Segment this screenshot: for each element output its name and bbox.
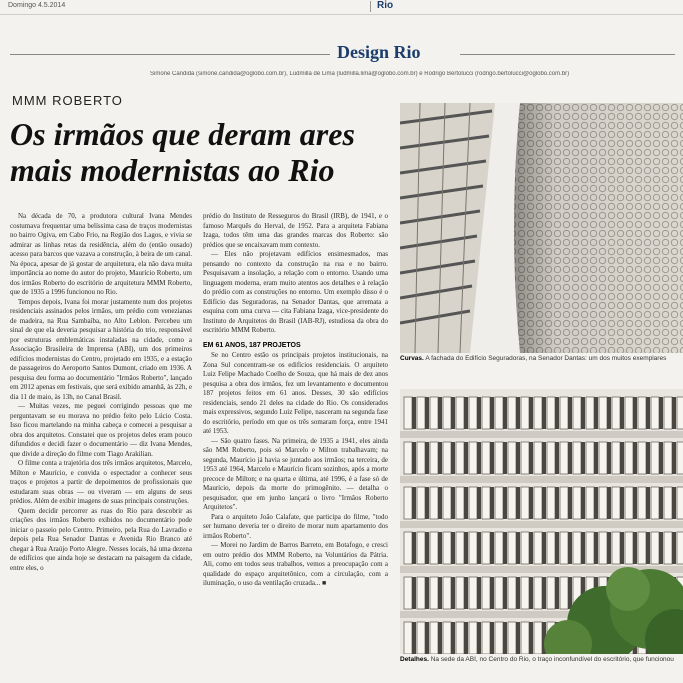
louver-shadow bbox=[672, 397, 676, 429]
louver-shadow bbox=[568, 442, 572, 474]
paragraph: Tempos depois, Ivana foi morar justamente num dos projetos residenciais assinados pelos irmãos, um prédio com venezianas de madeira, na Rua Sambaíba, no Alto Leblon. Percebeu um sinal de que ela deveria pesquisar a história do trio, responsável por estruturas emblemáticas instaladas na cidade, como a Associação Brasileira de Imprensa (ABI), um dos primeiros edifícios modernistas do Centro, projetado em 1935, e a estação de passageiros do Aeroporto Santos Dumont, criado em 1936. A pesquisa deu forma ao documentário "Irmãos Roberto", lançado em 2012 apenas em festivais, que será exibido amanhã, às 22h, e dia 11 de maio, às 13h, no Canal Brasil. bbox=[10, 297, 192, 401]
louver-fin bbox=[469, 577, 477, 609]
louver-shadow bbox=[425, 487, 429, 519]
louver-shadow bbox=[490, 487, 494, 519]
louver-shadow bbox=[672, 532, 676, 564]
louver-shadow bbox=[438, 622, 442, 654]
louver-fin bbox=[560, 397, 568, 429]
louver-fin bbox=[573, 532, 581, 564]
louver-fin bbox=[482, 397, 490, 429]
louver-fin bbox=[677, 532, 683, 564]
louver-shadow bbox=[464, 487, 468, 519]
louver-shadow bbox=[412, 622, 416, 654]
paragraph: Na década de 70, a produtora cultural Ivana Mendes costumava frequentar uma belíssima casa de traços modernistas no bairro Ogiva, em Cabo Frio, na Região dos Lagos, e vivia se admirar as linhas retas da residência, além do (então ousado) acesso para barcos que vazava a construção, à beira de um canal. Na época, apesar de já gostar de arquitetura, ela não dava muita importância ao nome do autor do projeto, Maurício Roberto, um dos irmãos Roberto do escritório de arquitetura MMM Roberto, que de 1935 a 1996 funcionou no Rio. bbox=[10, 212, 192, 296]
louver-fin bbox=[612, 442, 620, 474]
paragraph: — Muitas vezes, me peguei corrigindo pessoas que me perguntavam se eu morava no prédio feito pelo Lúcio Costa. Isso ficou martelando na minha cabeça e comecei a pesquisar a obra dos arquitetos. Constatei que os projetos deles eram pouco difundidos e decidi fazer o documentário — diz Ivana Mendes, que divide a direção do filme com Tiago Arakilian. bbox=[10, 402, 192, 458]
louver-fin bbox=[404, 397, 412, 429]
louver-fin bbox=[547, 442, 555, 474]
louver-fin bbox=[495, 442, 503, 474]
louver-shadow bbox=[568, 487, 572, 519]
louver-fin bbox=[443, 442, 451, 474]
louver-fin bbox=[547, 532, 555, 564]
louver-fin bbox=[651, 397, 659, 429]
title-rule-left bbox=[10, 54, 330, 55]
louver-shadow bbox=[412, 442, 416, 474]
louver-fin bbox=[404, 442, 412, 474]
louver-shadow bbox=[464, 397, 468, 429]
louver-shadow bbox=[633, 487, 637, 519]
louver-fin bbox=[469, 532, 477, 564]
louver-fin bbox=[677, 442, 683, 474]
louver-shadow bbox=[542, 577, 546, 609]
louver-shadow bbox=[425, 532, 429, 564]
louver-shadow bbox=[555, 487, 559, 519]
louver-fin bbox=[534, 397, 542, 429]
slab-band bbox=[400, 431, 683, 438]
louver-shadow bbox=[594, 487, 598, 519]
louver-fin bbox=[404, 622, 412, 654]
louver-fin bbox=[430, 532, 438, 564]
louver-shadow bbox=[620, 487, 624, 519]
louver-shadow bbox=[516, 577, 520, 609]
louver-shadow bbox=[568, 397, 572, 429]
louver-fin bbox=[508, 577, 516, 609]
louver-shadow bbox=[412, 532, 416, 564]
louver-shadow bbox=[529, 532, 533, 564]
louver-shadow bbox=[542, 532, 546, 564]
louver-shadow bbox=[568, 577, 572, 609]
caption-label: Curvas. bbox=[400, 355, 424, 362]
slab-band bbox=[400, 521, 683, 528]
paragraph: Quem decidir percorrer as ruas do Rio para descobrir as criações dos irmãos Roberto exibidos no documentário pode iniciar o passeio pelo Centro. Primeiro, pela Rua do Lavradio e depois pela Rua Senador Dantas e Avenida Rio Branco até chegar à Rua Araújo Porto Alegre. Nesses locais, há uma dezena de edifícios que ainda hoje se destacam na paisagem da cidade, entre eles, o bbox=[10, 506, 192, 572]
louver-shadow bbox=[581, 397, 585, 429]
louver-fin bbox=[443, 487, 451, 519]
photo-abi-facade bbox=[400, 389, 683, 654]
louver-fin bbox=[547, 577, 555, 609]
louver-shadow bbox=[672, 442, 676, 474]
louver-shadow bbox=[555, 442, 559, 474]
louver-fin bbox=[638, 487, 646, 519]
paragraph: O filme conta a trajetória dos três irmãos arquitetos, Marcelo, Milton e Maurício, e convida o espectador a conhecer seus traços e projetos a partir de depoimentos de profissionais que estudaram suas obras — ou viveram — em alguns de seus prédios. Além de exibir imagens de suas principais construções. bbox=[10, 459, 192, 505]
louver-shadow bbox=[438, 487, 442, 519]
louver-fin bbox=[625, 442, 633, 474]
louver-fin bbox=[599, 532, 607, 564]
louver-shadow bbox=[438, 577, 442, 609]
louver-shadow bbox=[425, 397, 429, 429]
louver-fin bbox=[508, 532, 516, 564]
louver-shadow bbox=[412, 577, 416, 609]
louver-fin bbox=[651, 487, 659, 519]
page-top-bar bbox=[0, 0, 683, 15]
louver-fin bbox=[664, 487, 672, 519]
paragraph: Para o arquiteto João Calafate, que participa do filme, "todo ser humano deveria ter o direito de morar num apartamento dos irmãos Roberto". bbox=[203, 512, 388, 540]
louver-fin bbox=[443, 577, 451, 609]
louver-shadow bbox=[464, 532, 468, 564]
body-column-2 bbox=[203, 212, 388, 589]
louver-fin bbox=[664, 397, 672, 429]
paragraph: — Eles não projetavam edifícios ensimesmados, mas pensando no contexto da construção na rua e no bairro. Pesquisavam a insolação, a relação com o entorno. Usando uma linguagem moderna, eram muito atentos aos detalhes e à relação do prédio com as construções no entorno. Um exemplo disso é o Edifício das Seguradoras, na Senador Dantas, que arremata a esquina com uma curva — cita Fabiana Izaga, vice-presidente do Instituto de Arquitetos do Brasil (IAB-RJ), estudiosa da obra do escritório MMM Roberto. bbox=[203, 250, 388, 334]
louver-fin bbox=[443, 397, 451, 429]
louver-fin bbox=[456, 622, 464, 654]
caption-label: Detalhes. bbox=[400, 656, 429, 663]
louver-shadow bbox=[451, 442, 455, 474]
facade-illustration bbox=[400, 103, 683, 353]
louver-fin bbox=[534, 442, 542, 474]
louver-shadow bbox=[607, 532, 611, 564]
louver-shadow bbox=[412, 487, 416, 519]
louver-shadow bbox=[516, 622, 520, 654]
louver-fin bbox=[456, 397, 464, 429]
louver-fin bbox=[560, 442, 568, 474]
louver-shadow bbox=[529, 487, 533, 519]
louver-shadow bbox=[451, 397, 455, 429]
louver-fin bbox=[534, 622, 542, 654]
louver-shadow bbox=[438, 442, 442, 474]
louver-fin bbox=[573, 487, 581, 519]
louver-fin bbox=[404, 577, 412, 609]
louver-shadow bbox=[646, 487, 650, 519]
louver-shadow bbox=[503, 397, 507, 429]
louver-shadow bbox=[477, 577, 481, 609]
author-credits: Simone Candida (simone.candida@oglobo.com.br), Ludmilla de Lima (ludmilla.lima@oglobo.com.br) e Rodrigo Bertolucci (rodrigo.bertolucci@oglobo.com.br) bbox=[150, 71, 570, 77]
louver-fin bbox=[612, 487, 620, 519]
louver-fin bbox=[625, 397, 633, 429]
photo-caption-2 bbox=[400, 656, 683, 663]
louver-fin bbox=[469, 442, 477, 474]
header-divider bbox=[370, 1, 371, 12]
louver-fin bbox=[612, 532, 620, 564]
louver-fin bbox=[573, 397, 581, 429]
louver-shadow bbox=[529, 577, 533, 609]
louver-shadow bbox=[516, 397, 520, 429]
louver-fin bbox=[417, 487, 425, 519]
louver-fin bbox=[586, 532, 594, 564]
louver-shadow bbox=[477, 532, 481, 564]
louver-fin bbox=[508, 442, 516, 474]
paragraph: — Morei no Jardim de Barros Barreto, em Botafogo, e cresci em outro prédio dos MMM Roberto, na Voluntários da Pátria. Ali, como em todos seus trabalhos, vemos a preocupação com a qualidade do espaço arquitetônico, com a circulação, com a iluminação, o uso da ventilação cruzada... ■ bbox=[203, 541, 388, 587]
louver-shadow bbox=[464, 577, 468, 609]
louver-fin bbox=[482, 442, 490, 474]
louver-fin bbox=[430, 622, 438, 654]
louver-shadow bbox=[503, 487, 507, 519]
louver-fin bbox=[677, 487, 683, 519]
louver-fin bbox=[443, 532, 451, 564]
louver-fin bbox=[456, 442, 464, 474]
louver-shadow bbox=[477, 397, 481, 429]
photo-caption-1 bbox=[400, 355, 683, 362]
louver-fin bbox=[521, 532, 529, 564]
louver-fin bbox=[417, 577, 425, 609]
louver-shadow bbox=[542, 397, 546, 429]
louver-fin bbox=[651, 442, 659, 474]
louver-shadow bbox=[490, 532, 494, 564]
louver-fin bbox=[417, 622, 425, 654]
louver-shadow bbox=[477, 622, 481, 654]
louver-shadow bbox=[516, 487, 520, 519]
louver-shadow bbox=[607, 487, 611, 519]
louver-shadow bbox=[542, 487, 546, 519]
louver-fin bbox=[404, 487, 412, 519]
louver-fin bbox=[534, 577, 542, 609]
louver-fin bbox=[482, 577, 490, 609]
louver-shadow bbox=[516, 442, 520, 474]
louver-fin bbox=[430, 487, 438, 519]
slab-band bbox=[400, 476, 683, 483]
louver-fin bbox=[495, 487, 503, 519]
louver-shadow bbox=[594, 442, 598, 474]
louver-fin bbox=[560, 532, 568, 564]
louver-shadow bbox=[503, 442, 507, 474]
louver-fin bbox=[508, 622, 516, 654]
louver-fin bbox=[573, 442, 581, 474]
louver-shadow bbox=[451, 532, 455, 564]
louver-shadow bbox=[438, 532, 442, 564]
article-kicker: MMM ROBERTO bbox=[12, 93, 123, 108]
louver-fin bbox=[638, 442, 646, 474]
louver-fin bbox=[599, 397, 607, 429]
louver-shadow bbox=[581, 442, 585, 474]
photo-seguradoras-facade bbox=[400, 103, 683, 353]
louver-shadow bbox=[451, 487, 455, 519]
louver-fin bbox=[560, 577, 568, 609]
louver-shadow bbox=[542, 442, 546, 474]
louver-shadow bbox=[568, 532, 572, 564]
louver-fin bbox=[547, 397, 555, 429]
title-rule-right bbox=[460, 54, 675, 55]
louver-fin bbox=[521, 487, 529, 519]
louver-shadow bbox=[451, 577, 455, 609]
caption-text: Na sede da ABI, no Centro do Rio, o traço inconfundível do escritório, que funcionou bbox=[430, 656, 674, 663]
louver-shadow bbox=[477, 442, 481, 474]
louver-fin bbox=[495, 622, 503, 654]
louver-shadow bbox=[438, 397, 442, 429]
louver-shadow bbox=[646, 532, 650, 564]
louver-fin bbox=[417, 397, 425, 429]
louver-fin bbox=[404, 532, 412, 564]
louver-fin bbox=[482, 487, 490, 519]
louver-fin bbox=[638, 397, 646, 429]
louver-shadow bbox=[490, 442, 494, 474]
louver-fin bbox=[521, 622, 529, 654]
louver-shadow bbox=[659, 532, 663, 564]
louver-fin bbox=[469, 397, 477, 429]
louver-shadow bbox=[425, 622, 429, 654]
louver-shadow bbox=[490, 622, 494, 654]
louver-fin bbox=[664, 442, 672, 474]
louver-fin bbox=[508, 487, 516, 519]
louver-fin bbox=[651, 532, 659, 564]
caption-text: A fachada do Edifício Seguradoras, na Senador Dantas: um dos muitos exemplares bbox=[425, 355, 667, 362]
louver-shadow bbox=[464, 622, 468, 654]
louver-fin bbox=[521, 442, 529, 474]
louver-shadow bbox=[620, 397, 624, 429]
louver-fin bbox=[430, 577, 438, 609]
louver-shadow bbox=[425, 442, 429, 474]
louver-fin bbox=[456, 532, 464, 564]
issue-date: Domingo 4.5.2014 bbox=[8, 2, 66, 9]
body-column-1 bbox=[10, 212, 192, 573]
louver-shadow bbox=[633, 532, 637, 564]
louver-shadow bbox=[425, 577, 429, 609]
louver-fin bbox=[417, 532, 425, 564]
louver-shadow bbox=[529, 442, 533, 474]
louver-fin bbox=[677, 397, 683, 429]
louver-shadow bbox=[503, 532, 507, 564]
louver-fin bbox=[534, 487, 542, 519]
paragraph: prédio do Instituto de Resseguros do Brasil (IRB), de 1941, e o famoso Marquês do Herval, de 1952. Para a arquiteta Fabiana Izaga, todos têm uma das grandes marcas dos Roberto: são prédios que se encaixavam num contexto. bbox=[203, 212, 388, 249]
louver-fin bbox=[456, 577, 464, 609]
louver-fin bbox=[521, 577, 529, 609]
louver-fin bbox=[521, 397, 529, 429]
louver-shadow bbox=[555, 577, 559, 609]
paragraph: Se no Centro estão os principais projetos institucionais, na Zona Sul concentram-se os edifícios residenciais. O arquiteto Luiz Felipe Machado Coelho de Souza, que há mais de dez anos pesquisa a obra dos irmãos, fez um levantamento e documentou 187 projetos feitos em 61 anos. Desses, 30 são edifícios residenciais, sendo 21 deles na cidade do Rio. Os considerados mais expressivos, segundo Luiz Felipe, nasceram na segunda fase do escritório, período em que os três somaram força, entre 1941 até 1953. bbox=[203, 351, 388, 435]
louver-shadow bbox=[633, 397, 637, 429]
louver-fin bbox=[599, 487, 607, 519]
louver-shadow bbox=[659, 487, 663, 519]
louver-fin bbox=[625, 487, 633, 519]
louver-shadow bbox=[503, 622, 507, 654]
louver-shadow bbox=[529, 622, 533, 654]
louvers-illustration bbox=[400, 389, 683, 654]
louver-shadow bbox=[659, 397, 663, 429]
louver-shadow bbox=[555, 532, 559, 564]
louver-shadow bbox=[581, 532, 585, 564]
louver-fin bbox=[534, 532, 542, 564]
louver-shadow bbox=[620, 532, 624, 564]
louver-shadow bbox=[594, 532, 598, 564]
louver-shadow bbox=[581, 487, 585, 519]
louver-shadow bbox=[490, 397, 494, 429]
section-title: Design Rio bbox=[337, 42, 421, 62]
louver-shadow bbox=[607, 397, 611, 429]
louver-shadow bbox=[503, 577, 507, 609]
louver-fin bbox=[586, 442, 594, 474]
louver-shadow bbox=[490, 577, 494, 609]
louver-fin bbox=[482, 532, 490, 564]
louver-fin bbox=[638, 532, 646, 564]
louver-fin bbox=[430, 397, 438, 429]
louver-fin bbox=[482, 622, 490, 654]
louver-shadow bbox=[659, 442, 663, 474]
louver-fin bbox=[469, 622, 477, 654]
louver-shadow bbox=[529, 397, 533, 429]
louver-fin bbox=[599, 442, 607, 474]
section-name: Rio bbox=[377, 0, 394, 11]
louver-shadow bbox=[451, 622, 455, 654]
louver-shadow bbox=[620, 442, 624, 474]
louver-shadow bbox=[477, 487, 481, 519]
louver-fin bbox=[586, 397, 594, 429]
louver-fin bbox=[560, 487, 568, 519]
louver-fin bbox=[456, 487, 464, 519]
louver-fin bbox=[469, 487, 477, 519]
louver-fin bbox=[625, 532, 633, 564]
louver-fin bbox=[417, 442, 425, 474]
louver-shadow bbox=[555, 397, 559, 429]
louver-shadow bbox=[633, 442, 637, 474]
louver-shadow bbox=[607, 442, 611, 474]
louver-shadow bbox=[646, 397, 650, 429]
louver-shadow bbox=[646, 442, 650, 474]
louver-shadow bbox=[412, 397, 416, 429]
louver-shadow bbox=[672, 487, 676, 519]
louver-fin bbox=[508, 397, 516, 429]
louver-fin bbox=[430, 442, 438, 474]
louver-shadow bbox=[516, 532, 520, 564]
louver-fin bbox=[495, 577, 503, 609]
louver-fin bbox=[443, 622, 451, 654]
louver-fin bbox=[495, 532, 503, 564]
paragraph: — São quatro fases. Na primeira, de 1935 a 1941, eles ainda são MM Roberto, pois só Marcelo e Milton trabalhavam; na segunda, Maurício já havia se juntado aos irmãos; na terceira, de 1953 até 1964, Marcelo e Maurício ficam sozinhos, após a morte precoce de Milton; e na quarta e última, até 1996, é a fase só de Maurício, depois da morte do primogênito. — detalha o pesquisador, que em junho lançará o livro "Irmãos Roberto Arquitetos". bbox=[203, 436, 388, 511]
louver-fin bbox=[547, 487, 555, 519]
article-headline: Os irmãos que deram ares mais modernistas ao Rio bbox=[10, 116, 355, 188]
louver-fin bbox=[612, 397, 620, 429]
louver-shadow bbox=[594, 397, 598, 429]
louver-fin bbox=[664, 532, 672, 564]
louver-shadow bbox=[464, 442, 468, 474]
louver-fin bbox=[495, 397, 503, 429]
column-subhead: EM 61 ANOS, 187 PROJETOS bbox=[203, 341, 301, 349]
louver-fin bbox=[586, 487, 594, 519]
